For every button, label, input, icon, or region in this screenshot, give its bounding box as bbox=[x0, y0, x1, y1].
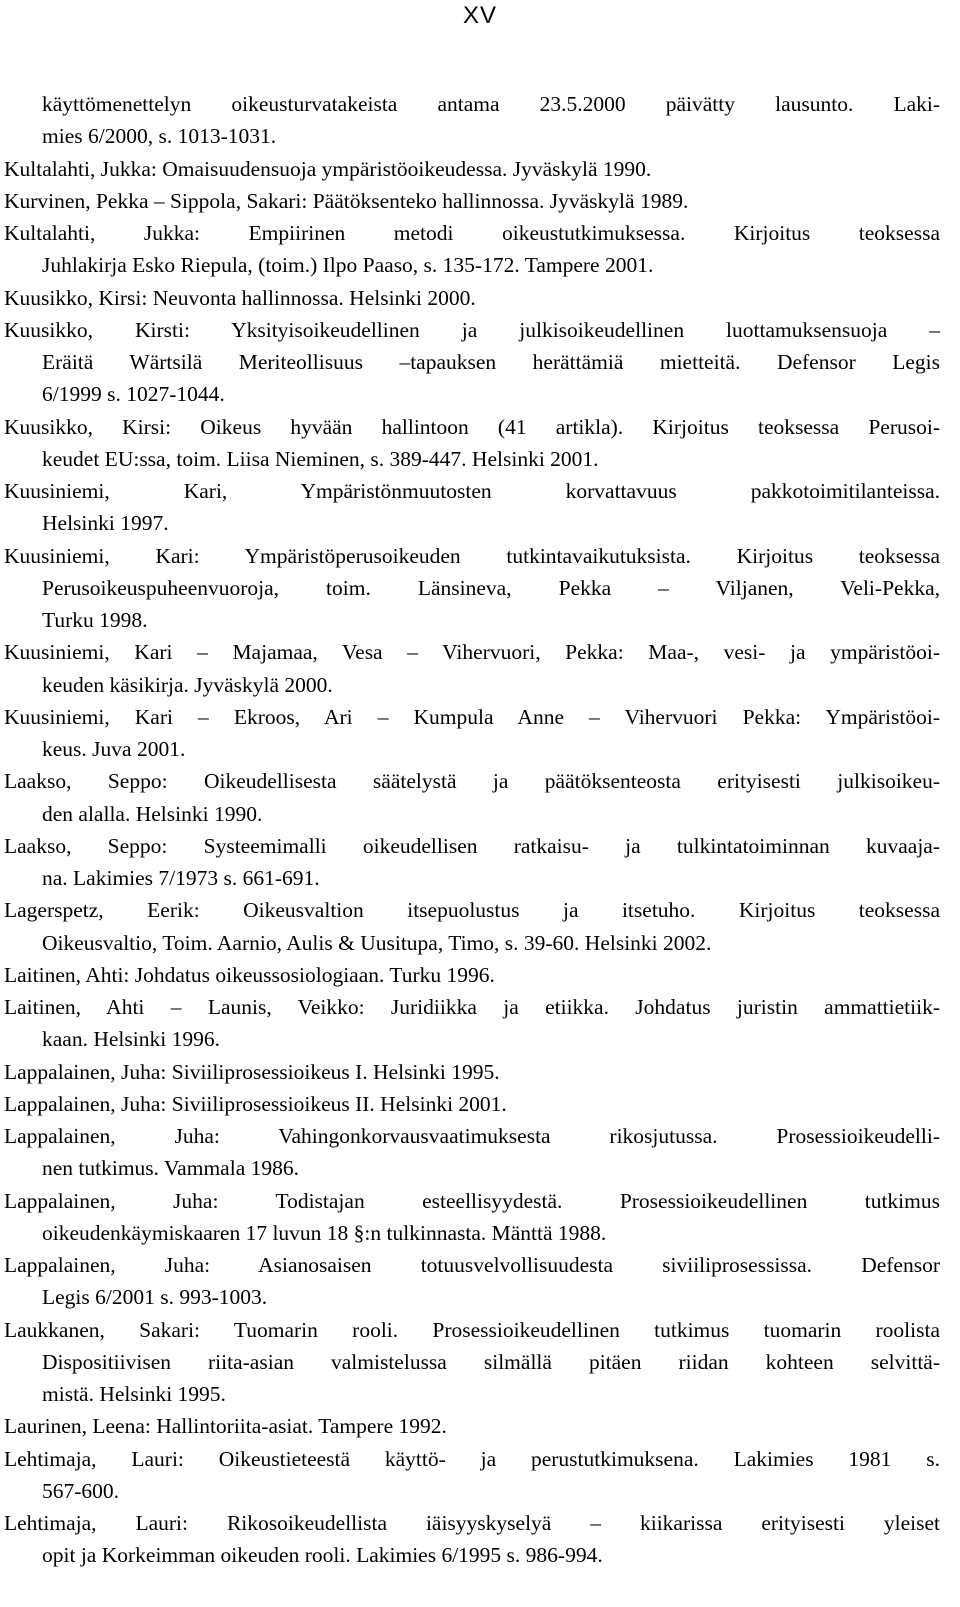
bibliography-entry bbox=[4, 1120, 940, 1185]
bibliography-line: Kuusiniemi, Kari: Ympäristöperusoikeuden tutkintavaikutuksista. Kirjoitus teoksessa bbox=[4, 543, 940, 568]
bibliography-entry bbox=[4, 1314, 940, 1411]
bibliography-line: Kuusikko, Kirsi: Oikeus hyvään hallintoon (41 artikla). Kirjoitus teoksessa Perusoi- bbox=[4, 414, 940, 439]
bibliography-entry bbox=[4, 636, 940, 701]
bibliography-line: Lappalainen, Juha: Asianosaisen totuusvelvollisuudesta siviiliprosessissa. Defensor bbox=[4, 1253, 940, 1277]
bibliography-line: Kultalahti, Jukka: Empiirinen metodi oikeustutkimuksessa. Kirjoitus teoksessa bbox=[4, 221, 940, 245]
bibliography-line: Laukkanen, Sakari: Tuomarin rooli. Prosessioikeudellinen tutkimus tuomarin roolista bbox=[4, 1317, 940, 1342]
bibliography-line: den alalla. Helsinki 1990. bbox=[42, 801, 263, 826]
bibliography-line: na. Lakimies 7/1973 s. 661-691. bbox=[42, 866, 320, 890]
bibliography-line: Eräitä Wärtsilä Meriteollisuus –tapauksen herättämiä mietteitä. Defensor Legis bbox=[42, 350, 940, 374]
bibliography-entry bbox=[4, 314, 940, 411]
bibliography-entry bbox=[4, 1088, 940, 1120]
bibliography-line: opit ja Korkeimman oikeuden rooli. Lakimies 6/1995 s. 986-994. bbox=[42, 1543, 603, 1568]
bibliography-line: Kultalahti, Jukka: Omaisuudensuoja ympäristöoikeudessa. Jyväskylä 1990. bbox=[4, 156, 652, 181]
bibliography-line: mies 6/2000, s. 1013-1031. bbox=[42, 124, 277, 149]
bibliography-line: Laitinen, Ahti: Johdatus oikeussosiologiaan. Turku 1996. bbox=[4, 962, 495, 987]
bibliography-line: käyttömenettelyn oikeusturvatakeista antama 23.5.2000 päivätty lausunto. Laki- bbox=[42, 92, 940, 116]
bibliography-line: Lappalainen, Juha: Siviiliprosessioikeus II. Helsinki 2001. bbox=[4, 1091, 507, 1116]
bibliography-entry bbox=[4, 1056, 940, 1088]
bibliography-line: Laakso, Seppo: Oikeudellisesta säätelystä ja päätöksenteosta erityisesti julkisoikeu- bbox=[4, 769, 940, 794]
bibliography-line: Juhlakirja Esko Riepula, (toim.) Ilpo Paaso, s. 135-172. Tampere 2001. bbox=[42, 253, 654, 278]
bibliography-line: Lehtimaja, Lauri: Oikeustieteestä käyttö- ja perustutkimuksena. Lakimies 1981 s. bbox=[4, 1446, 940, 1471]
bibliography-entry bbox=[4, 1410, 940, 1442]
bibliography-line: 6/1999 s. 1027-1044. bbox=[42, 382, 225, 407]
bibliography-line: Dispositiivisen riita-asian valmistelussa silmällä pitäen riidan kohteen selvittä- bbox=[42, 1349, 940, 1374]
bibliography-list bbox=[4, 88, 940, 1572]
bibliography-line: Lappalainen, Juha: Siviiliprosessioikeus I. Helsinki 1995. bbox=[4, 1059, 500, 1084]
bibliography-entry bbox=[4, 765, 940, 830]
bibliography-entry bbox=[4, 185, 940, 217]
bibliography-entry bbox=[4, 282, 940, 314]
bibliography-line: Helsinki 1997. bbox=[42, 511, 169, 536]
page-number: XV bbox=[462, 2, 497, 29]
bibliography-line: Laurinen, Leena: Hallintoriita-asiat. Tampere 1992. bbox=[4, 1414, 447, 1439]
bibliography-entry bbox=[4, 1443, 940, 1508]
bibliography-entry bbox=[4, 475, 940, 540]
bibliography-line: keus. Juva 2001. bbox=[42, 737, 186, 761]
bibliography-entry bbox=[4, 959, 940, 991]
bibliography-line: Lappalainen, Juha: Vahingonkorvausvaatimuksesta rikosjutussa. Prosessioikeudelli- bbox=[4, 1124, 940, 1148]
bibliography-line: Laitinen, Ahti – Launis, Veikko: Juridiikka ja etiikka. Johdatus juristin ammattietiik- bbox=[4, 995, 940, 1019]
bibliography-entry bbox=[4, 153, 940, 185]
bibliography-line: Kuusiniemi, Kari – Majamaa, Vesa – Vihervuori, Pekka: Maa-, vesi- ja ympäristöoi- bbox=[4, 640, 940, 665]
bibliography-line: nen tutkimus. Vammala 1986. bbox=[42, 1156, 299, 1181]
bibliography-entry bbox=[4, 88, 940, 153]
bibliography-line: keudet EU:ssa, toim. Liisa Nieminen, s. 389-447. Helsinki 2001. bbox=[42, 446, 599, 471]
bibliography-entry bbox=[4, 830, 940, 895]
bibliography-line: Lehtimaja, Lauri: Rikosoikeudellista iäisyyskyselyä – kiikarissa erityisesti yleiset bbox=[4, 1511, 940, 1535]
bibliography-line: oikeudenkäymiskaaren 17 luvun 18 §:n tulkinnasta. Mänttä 1988. bbox=[42, 1220, 607, 1245]
bibliography-line: Kuusikko, Kirsi: Neuvonta hallinnossa. Helsinki 2000. bbox=[4, 285, 476, 310]
bibliography-line: mistä. Helsinki 1995. bbox=[42, 1382, 226, 1406]
bibliography-line: kaan. Helsinki 1996. bbox=[42, 1027, 220, 1052]
bibliography-entry bbox=[4, 894, 940, 959]
bibliography-entry bbox=[4, 1507, 940, 1572]
bibliography-line: Lappalainen, Juha: Todistajan esteellisyydestä. Prosessioikeudellinen tutkimus bbox=[4, 1188, 940, 1213]
bibliography-line: Lagerspetz, Eerik: Oikeusvaltion itsepuolustus ja itsetuho. Kirjoitus teoksessa bbox=[4, 898, 940, 923]
bibliography-entry bbox=[4, 1185, 940, 1250]
bibliography-entry bbox=[4, 411, 940, 476]
bibliography-entry bbox=[4, 540, 940, 637]
bibliography-line: Perusoikeuspuheenvuoroja, toim. Länsineva, Pekka – Viljanen, Veli-Pekka, bbox=[42, 575, 940, 600]
bibliography-line: Kuusiniemi, Kari – Ekroos, Ari – Kumpula Anne – Vihervuori Pekka: Ympäristöoi- bbox=[4, 704, 940, 729]
bibliography-line: Kurvinen, Pekka – Sippola, Sakari: Päätöksenteko hallinnossa. Jyväskylä 1989. bbox=[4, 188, 689, 213]
bibliography-line: keuden käsikirja. Jyväskylä 2000. bbox=[42, 672, 333, 697]
bibliography-entry bbox=[4, 217, 940, 282]
bibliography-line: Legis 6/2001 s. 993-1003. bbox=[42, 1285, 268, 1310]
bibliography-line: Turku 1998. bbox=[42, 608, 148, 632]
bibliography-entry bbox=[4, 991, 940, 1056]
bibliography-line: Oikeusvaltio, Toim. Aarnio, Aulis & Uusitupa, Timo, s. 39-60. Helsinki 2002. bbox=[42, 930, 712, 955]
bibliography-entry bbox=[4, 701, 940, 766]
bibliography-entry bbox=[4, 1249, 940, 1314]
bibliography-line: Laakso, Seppo: Systeemimalli oikeudellisen ratkaisu- ja tulkintatoiminnan kuvaaja- bbox=[4, 833, 940, 858]
bibliography-line: Kuusiniemi, Kari, Ympäristönmuutosten korvattavuus pakkotoimitilanteissa. bbox=[4, 479, 940, 503]
bibliography-line: 567-600. bbox=[42, 1478, 120, 1503]
bibliography-line: Kuusikko, Kirsti: Yksityisoikeudellinen ja julkisoikeudellinen luottamuksensuoja – bbox=[4, 317, 940, 342]
